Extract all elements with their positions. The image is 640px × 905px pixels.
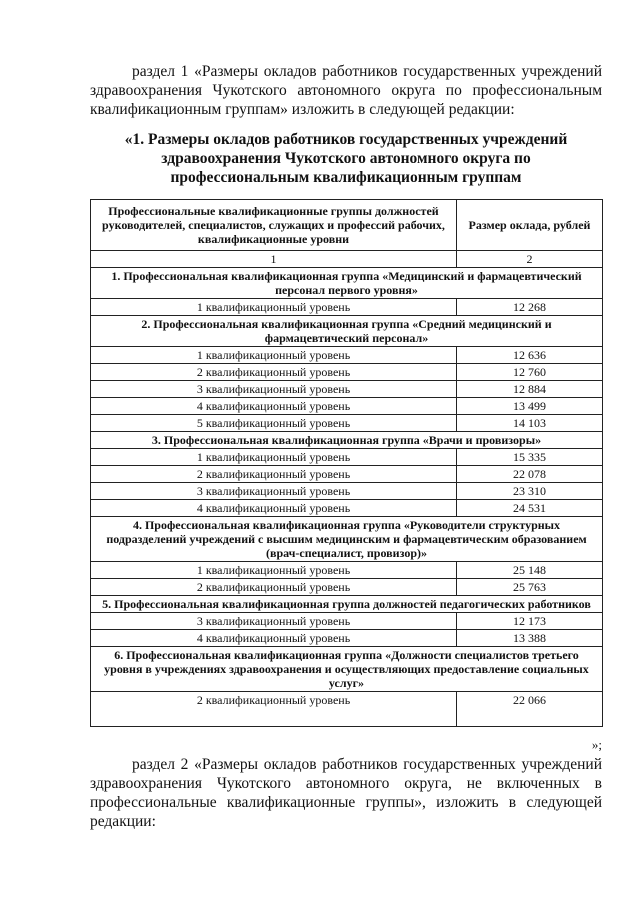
- salary-value: 12 636: [457, 347, 603, 364]
- table-row: [91, 692, 603, 727]
- table-header-row: [91, 200, 603, 251]
- section-title: «1. Размеры окладов работников государственных учреждений здравоохранения Чукотского автономного округа по профессиональным квалификационным группам: [124, 131, 568, 186]
- table-row: [91, 562, 603, 579]
- salary-value: 24 531: [457, 500, 603, 517]
- salary-table: [90, 199, 603, 727]
- table-group-row: [91, 268, 603, 299]
- table-row: [91, 364, 603, 381]
- qualification-level: 2 квалификационный уровень: [91, 364, 457, 381]
- header-qualification-groups: Профессиональные квалификационные группы должностей руководителей, специалистов, служащих и профессий рабочих, квалификационные уровни: [91, 200, 457, 251]
- salary-value: 25 148: [457, 562, 603, 579]
- table-group-row: [91, 517, 603, 562]
- salary-value: 12 760: [457, 364, 603, 381]
- salary-value: 13 388: [457, 630, 603, 647]
- closing-quote-mark: »;: [591, 737, 602, 752]
- table-row: [91, 483, 603, 500]
- salary-value: 14 103: [457, 415, 603, 432]
- group-title: 1. Профессиональная квалификационная группа «Медицинский и фармацевтический персонал первого уровня»: [91, 268, 603, 299]
- table-row: [91, 613, 603, 630]
- intro-paragraph: [90, 62, 602, 119]
- salary-value: 12 268: [457, 299, 603, 316]
- qualification-level: 2 квалификационный уровень: [91, 692, 457, 727]
- intro-paragraph-text: раздел 1 «Размеры окладов работников государственных учреждений здравоохранения Чукотского автономного округа по профессиональным квалификационным группам» изложить в следующей редакции:: [90, 63, 602, 118]
- group-title: 3. Профессиональная квалификационная группа «Врачи и провизоры»: [91, 432, 603, 449]
- column-number-2: 2: [457, 251, 603, 268]
- qualification-level: 3 квалификационный уровень: [91, 613, 457, 630]
- qualification-level: 4 квалификационный уровень: [91, 500, 457, 517]
- group-title: 5. Профессиональная квалификационная группа должностей педагогических работников: [91, 596, 603, 613]
- qualification-level: 2 квалификационный уровень: [91, 579, 457, 596]
- group-title: 6. Профессиональная квалификационная группа «Должности специалистов третьего уровня в учреждениях здравоохранения и осуществляющих предоставление социальных услуг»: [91, 647, 603, 692]
- header-salary: Размер оклада, рублей: [457, 200, 603, 251]
- salary-value: 23 310: [457, 483, 603, 500]
- salary-value: 25 763: [457, 579, 603, 596]
- table-group-row: [91, 647, 603, 692]
- group-title: 4. Профессиональная квалификационная группа «Руководители структурных подразделений учреждений с высшим медицинским и фармацевтическим образованием (врач-специалист, провизор)»: [91, 517, 603, 562]
- table-row: [91, 398, 603, 415]
- table-row: [91, 449, 603, 466]
- salary-value: 22 066: [457, 692, 603, 727]
- salary-value: 12 884: [457, 381, 603, 398]
- table-group-row: [91, 596, 603, 613]
- table-group-row: [91, 432, 603, 449]
- column-number-row: [91, 251, 603, 268]
- table-row: [91, 630, 603, 647]
- salary-value: 22 078: [457, 466, 603, 483]
- qualification-level: 1 квалификационный уровень: [91, 299, 457, 316]
- column-number-1: 1: [91, 251, 457, 268]
- qualification-level: 4 квалификационный уровень: [91, 398, 457, 415]
- qualification-level: 5 квалификационный уровень: [91, 415, 457, 432]
- qualification-level: 1 квалификационный уровень: [91, 347, 457, 364]
- qualification-level: 3 квалификационный уровень: [91, 483, 457, 500]
- qualification-level: 1 квалификационный уровень: [91, 562, 457, 579]
- qualification-level: 1 квалификационный уровень: [91, 449, 457, 466]
- section2-paragraph-text: раздел 2 «Размеры окладов работников государственных учреждений здравоохранения Чукотского автономного округа, не включенных в профессиональные квалификационные группы», изложить в следующей редакции:: [90, 756, 602, 830]
- table-group-row: [91, 316, 603, 347]
- table-row: [91, 347, 603, 364]
- section2-paragraph: [90, 755, 602, 831]
- salary-value: 12 173: [457, 613, 603, 630]
- salary-value: 13 499: [457, 398, 603, 415]
- salary-value: 15 335: [457, 449, 603, 466]
- table-row: [91, 466, 603, 483]
- table-row: [91, 500, 603, 517]
- table-row: [91, 299, 603, 316]
- qualification-level: 3 квалификационный уровень: [91, 381, 457, 398]
- qualification-level: 2 квалификационный уровень: [91, 466, 457, 483]
- table-row: [91, 579, 603, 596]
- qualification-level: 4 квалификационный уровень: [91, 630, 457, 647]
- table-body: [91, 268, 603, 727]
- group-title: 2. Профессиональная квалификационная группа «Средний медицинский и фармацевтический персонал»: [91, 316, 603, 347]
- table-row: [91, 415, 603, 432]
- table-row: [91, 381, 603, 398]
